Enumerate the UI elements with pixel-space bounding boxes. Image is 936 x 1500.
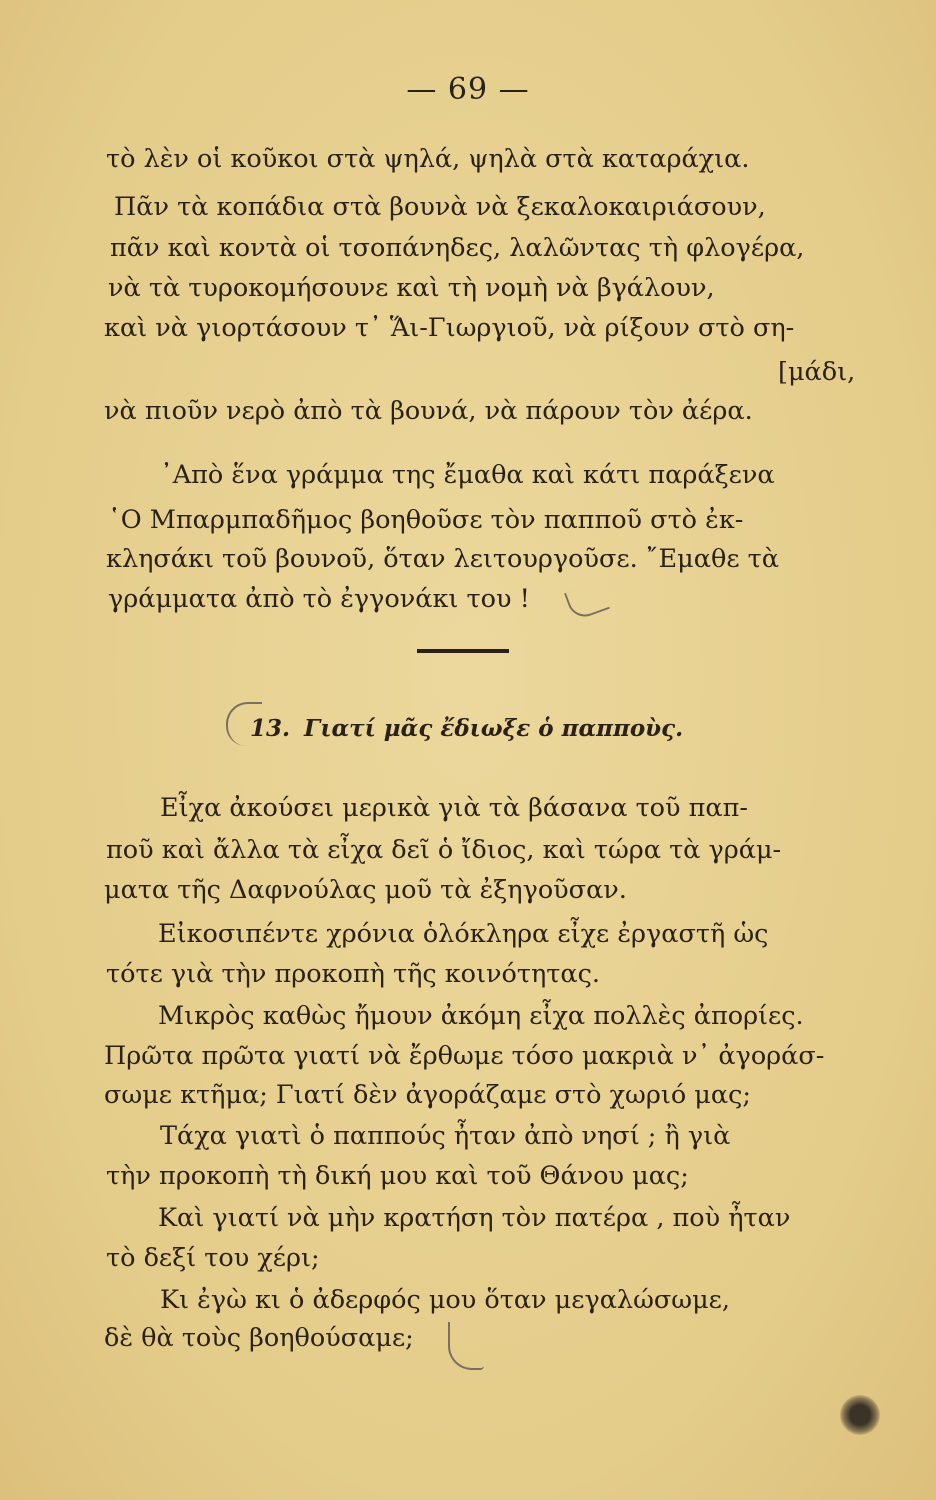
body-line: σωμε κτῆμα; Γιατί δὲν ἀγοράζαμε στὸ χωριό μας;: [104, 1080, 751, 1110]
chapter-heading: [250, 715, 683, 742]
body-line: τὸ δεξί του χέρι;: [106, 1243, 320, 1273]
verse-line: νὰ τὰ τυροκομήσουνε καὶ τὴ νομὴ νὰ βγάλουν,: [108, 273, 715, 303]
body-line: Τάχα γιατὶ ὁ παππούς ἦταν ἀπὸ νησί ; ἢ γιὰ: [160, 1121, 731, 1151]
verse-line: καὶ νὰ γιορτάσουν τ᾽ Ἅι-Γιωργιοῦ, νὰ ρίξουν στὸ ση-: [104, 313, 795, 343]
body-line: τότε γιὰ τὴν προκοπὴ τῆς κοινότητας.: [106, 959, 600, 989]
pencil-mark: [226, 702, 262, 746]
verse-line: τὸ λὲν οἱ κοῦκοι στὰ ψηλά, ψηλὰ στὰ καταράχια.: [106, 144, 750, 174]
body-line: ματα τῆς Δαφνούλας μοῦ τὰ ἐξηγοῦσαν.: [104, 875, 627, 905]
page-number: — 69 —: [406, 72, 530, 107]
verse-line: νὰ πιοῦν νερὸ ἀπὸ τὰ βουνά, νὰ πάρουν τὸν ἀέρα.: [104, 396, 753, 426]
body-line: Εἶχα ἀκούσει μερικὰ γιὰ τὰ βάσανα τοῦ παπ-: [160, 793, 748, 823]
ink-blot: [840, 1395, 880, 1435]
pencil-mark: [448, 1322, 484, 1370]
chapter-number: 13.: [250, 715, 291, 742]
chapter-title: Γιατί μᾶς ἔδιωξε ὁ παπποὺς.: [304, 715, 684, 742]
body-line: Μικρὸς καθὼς ἤμουν ἀκόμη εἶχα πολλὲς ἀπορίες.: [158, 1001, 804, 1031]
verse-line: [μάδι,: [778, 357, 856, 387]
body-line: δὲ θὰ τοὺς βοηθούσαμε;: [104, 1323, 414, 1353]
body-line: τὴν προκοπὴ τὴ δική μου καὶ τοῦ Θάνου μας;: [106, 1161, 689, 1191]
body-line: ποῦ καὶ ἄλλα τὰ εἶχα δεῖ ὁ ἴδιος, καὶ τώρα τὰ γράμ-: [106, 835, 782, 865]
verse-line: Πᾶν τὰ κοπάδια στὰ βουνὰ νὰ ξεκαλοκαιριάσουν,: [114, 192, 766, 222]
intro-line: ῾Ο Μπαρμπαδῆμος βοηθοῦσε τὸν παπποῦ στὸ ἐκ-: [108, 505, 744, 535]
body-line: Κι ἐγὼ κι ὁ ἀδερφός μου ὅταν μεγαλώσωμε,: [160, 1285, 730, 1315]
verse-line: πᾶν καὶ κοντὰ οἱ τσοπάνηδες, λαλῶντας τὴ φλογέρα,: [110, 233, 805, 263]
body-line: Πρῶτα πρῶτα γιατί νὰ ἔρθωμε τόσο μακριὰ ν᾽ ἀγοράσ-: [104, 1041, 825, 1071]
intro-line: κλησάκι τοῦ βουνοῦ, ὅταν λειτουργοῦσε. ῎Εμαθε τὰ: [106, 544, 779, 574]
body-line: Εἰκοσιπέντε χρόνια ὁλόκληρα εἶχε ἐργαστῆ ὡς: [158, 919, 769, 949]
intro-line: γράμματα ἀπὸ τὸ ἐγγονάκι του !: [108, 584, 530, 614]
intro-line: ᾽Απὸ ἕνα γράμμα της ἔμαθα καὶ κάτι παράξενα: [160, 460, 775, 490]
body-line: Καὶ γιατί νὰ μὴν κρατήση τὸν πατέρα , ποὺ ἦταν: [158, 1203, 791, 1233]
section-divider: [417, 649, 509, 653]
pencil-mark: [564, 580, 610, 621]
